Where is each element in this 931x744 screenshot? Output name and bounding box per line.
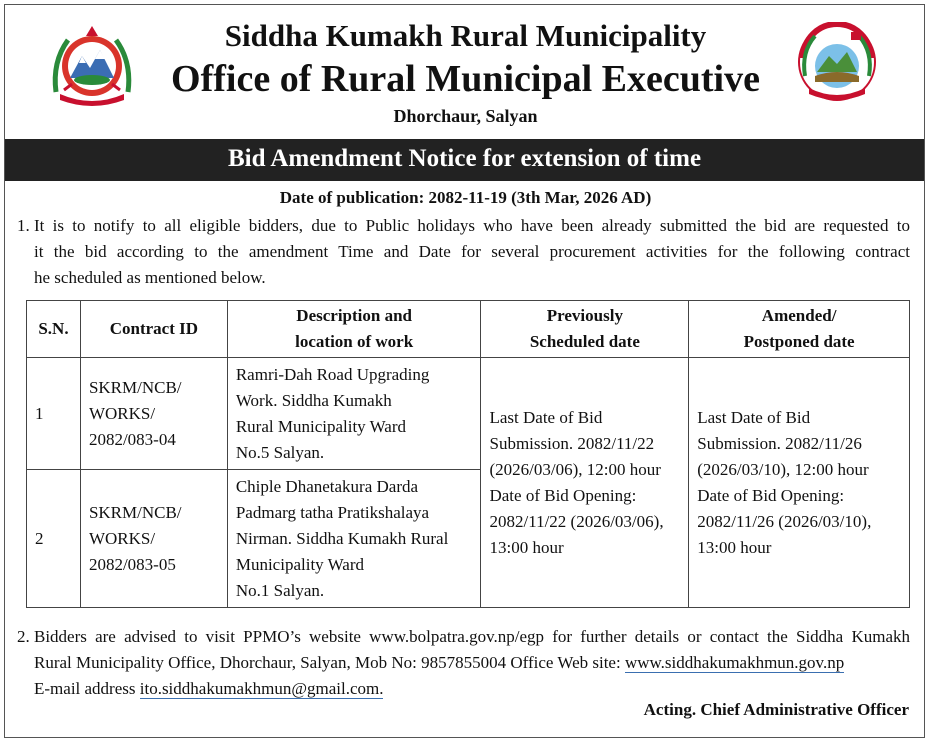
procurement-table [26, 300, 910, 608]
cell-line: WORKS/ [88, 528, 156, 548]
cell-line: 2082/11/22 (2026/03/06), [489, 511, 664, 531]
notice-title-banner: Bid Amendment Notice for extension of time [5, 139, 924, 181]
cell-line: Submission. 2082/11/22 [489, 433, 655, 453]
cell-contract-id [80, 358, 227, 470]
cell-line: Chiple Dhanetakura Darda [235, 476, 419, 496]
table-row [27, 358, 910, 470]
paragraph-line: it the bid according to the amendment Time and Date for several procurement activities for the following contract [34, 242, 910, 261]
header-line: Amended/ [761, 306, 837, 325]
email-link[interactable]: ito.siddhakumakhmun@gmail.com. [139, 679, 384, 698]
cell-line: Nirman. Siddha Kumakh Rural [235, 528, 449, 548]
paragraph-number: 1. [17, 216, 30, 235]
office-name: Office of Rural Municipal Executive [171, 58, 760, 100]
cell-line: Date of Bid Opening: [697, 485, 845, 505]
text-fragment: E-mail address [34, 679, 140, 698]
cell-line: (2026/03/06), 12:00 hour [489, 459, 661, 479]
header-description [227, 301, 481, 358]
cell-line: Padmarg tatha Pratikshalaya [235, 502, 430, 522]
office-address: Dhorchaur, Salyan [393, 106, 538, 126]
cell-line: 13:00 hour [489, 537, 564, 557]
cell-line: Rural Municipality Ward [235, 416, 407, 436]
paragraph-line: Bidders are advised to visit PPMO’s website www.bolpatra.gov.np/egp for further details or contact the Siddha Kumakh [34, 627, 910, 646]
cell-line: WORKS/ [88, 403, 156, 423]
cell-line: Submission. 2082/11/26 [697, 433, 862, 453]
paragraph-line: It is to notify to all eligible bidders, due to Public holidays who have been already submitted the bid are requested to [34, 216, 910, 235]
publication-date: Date of publication: 2082-11-19 (3th Mar, 2026 AD) [279, 188, 652, 207]
municipality-name: Siddha Kumakh Rural Municipality [224, 18, 707, 53]
paragraph-1 [17, 213, 910, 291]
cell-sn: 2 [27, 470, 81, 608]
cell-line: No.5 Salyan. [235, 442, 325, 462]
cell-line: Last Date of Bid [489, 407, 603, 427]
cell-line: 2082/11/26 (2026/03/10), [697, 511, 872, 531]
table-header-row [27, 301, 910, 358]
paragraph-line: he scheduled as mentioned below. [34, 268, 266, 287]
cell-line: SKRM/NCB/ [88, 377, 182, 397]
cell-line: (2026/03/10), 12:00 hour [697, 459, 869, 479]
header-previous-date [481, 301, 689, 358]
cell-line: Municipality Ward [235, 554, 364, 574]
cell-line: Last Date of Bid [697, 407, 811, 427]
cell-line: Date of Bid Opening: [489, 485, 637, 505]
cell-amended-schedule [689, 358, 910, 608]
cell-description [227, 470, 481, 608]
cell-line: SKRM/NCB/ [88, 502, 182, 522]
header-amended-date [689, 301, 910, 358]
cell-line: No.1 Salyan. [235, 580, 325, 600]
header-line: Scheduled date [529, 332, 640, 351]
paragraph-line [34, 676, 910, 702]
header-line: location of work [295, 332, 414, 351]
paragraph-2 [17, 624, 910, 702]
paragraph-number: 2. [17, 627, 30, 646]
header-line: Description and [296, 306, 413, 325]
header-line: Previously [546, 306, 623, 325]
cell-line: Ramri-Dah Road Upgrading [235, 364, 430, 384]
signature-title: Acting. Chief Administrative Officer [643, 700, 909, 719]
cell-sn: 1 [27, 358, 81, 470]
cell-contract-id [80, 470, 227, 608]
header-sn: S.N. [27, 301, 81, 358]
cell-line: Work. Siddha Kumakh [235, 390, 392, 410]
cell-line: 2082/083-05 [88, 554, 176, 574]
website-link[interactable]: www.siddhakumakhmun.gov.np [624, 653, 845, 672]
cell-line: 2082/083-04 [88, 429, 176, 449]
text-fragment: Rural Municipality Office, Dhorchaur, Salyan, Mob No: 9857855004 Office Web site: [34, 653, 625, 672]
paragraph-line [34, 650, 910, 676]
cell-previous-schedule [481, 358, 689, 608]
cell-description [227, 358, 481, 470]
header-line: Postponed date [743, 332, 855, 351]
cell-line: 13:00 hour [697, 537, 772, 557]
header-contract-id: Contract ID [80, 301, 227, 358]
